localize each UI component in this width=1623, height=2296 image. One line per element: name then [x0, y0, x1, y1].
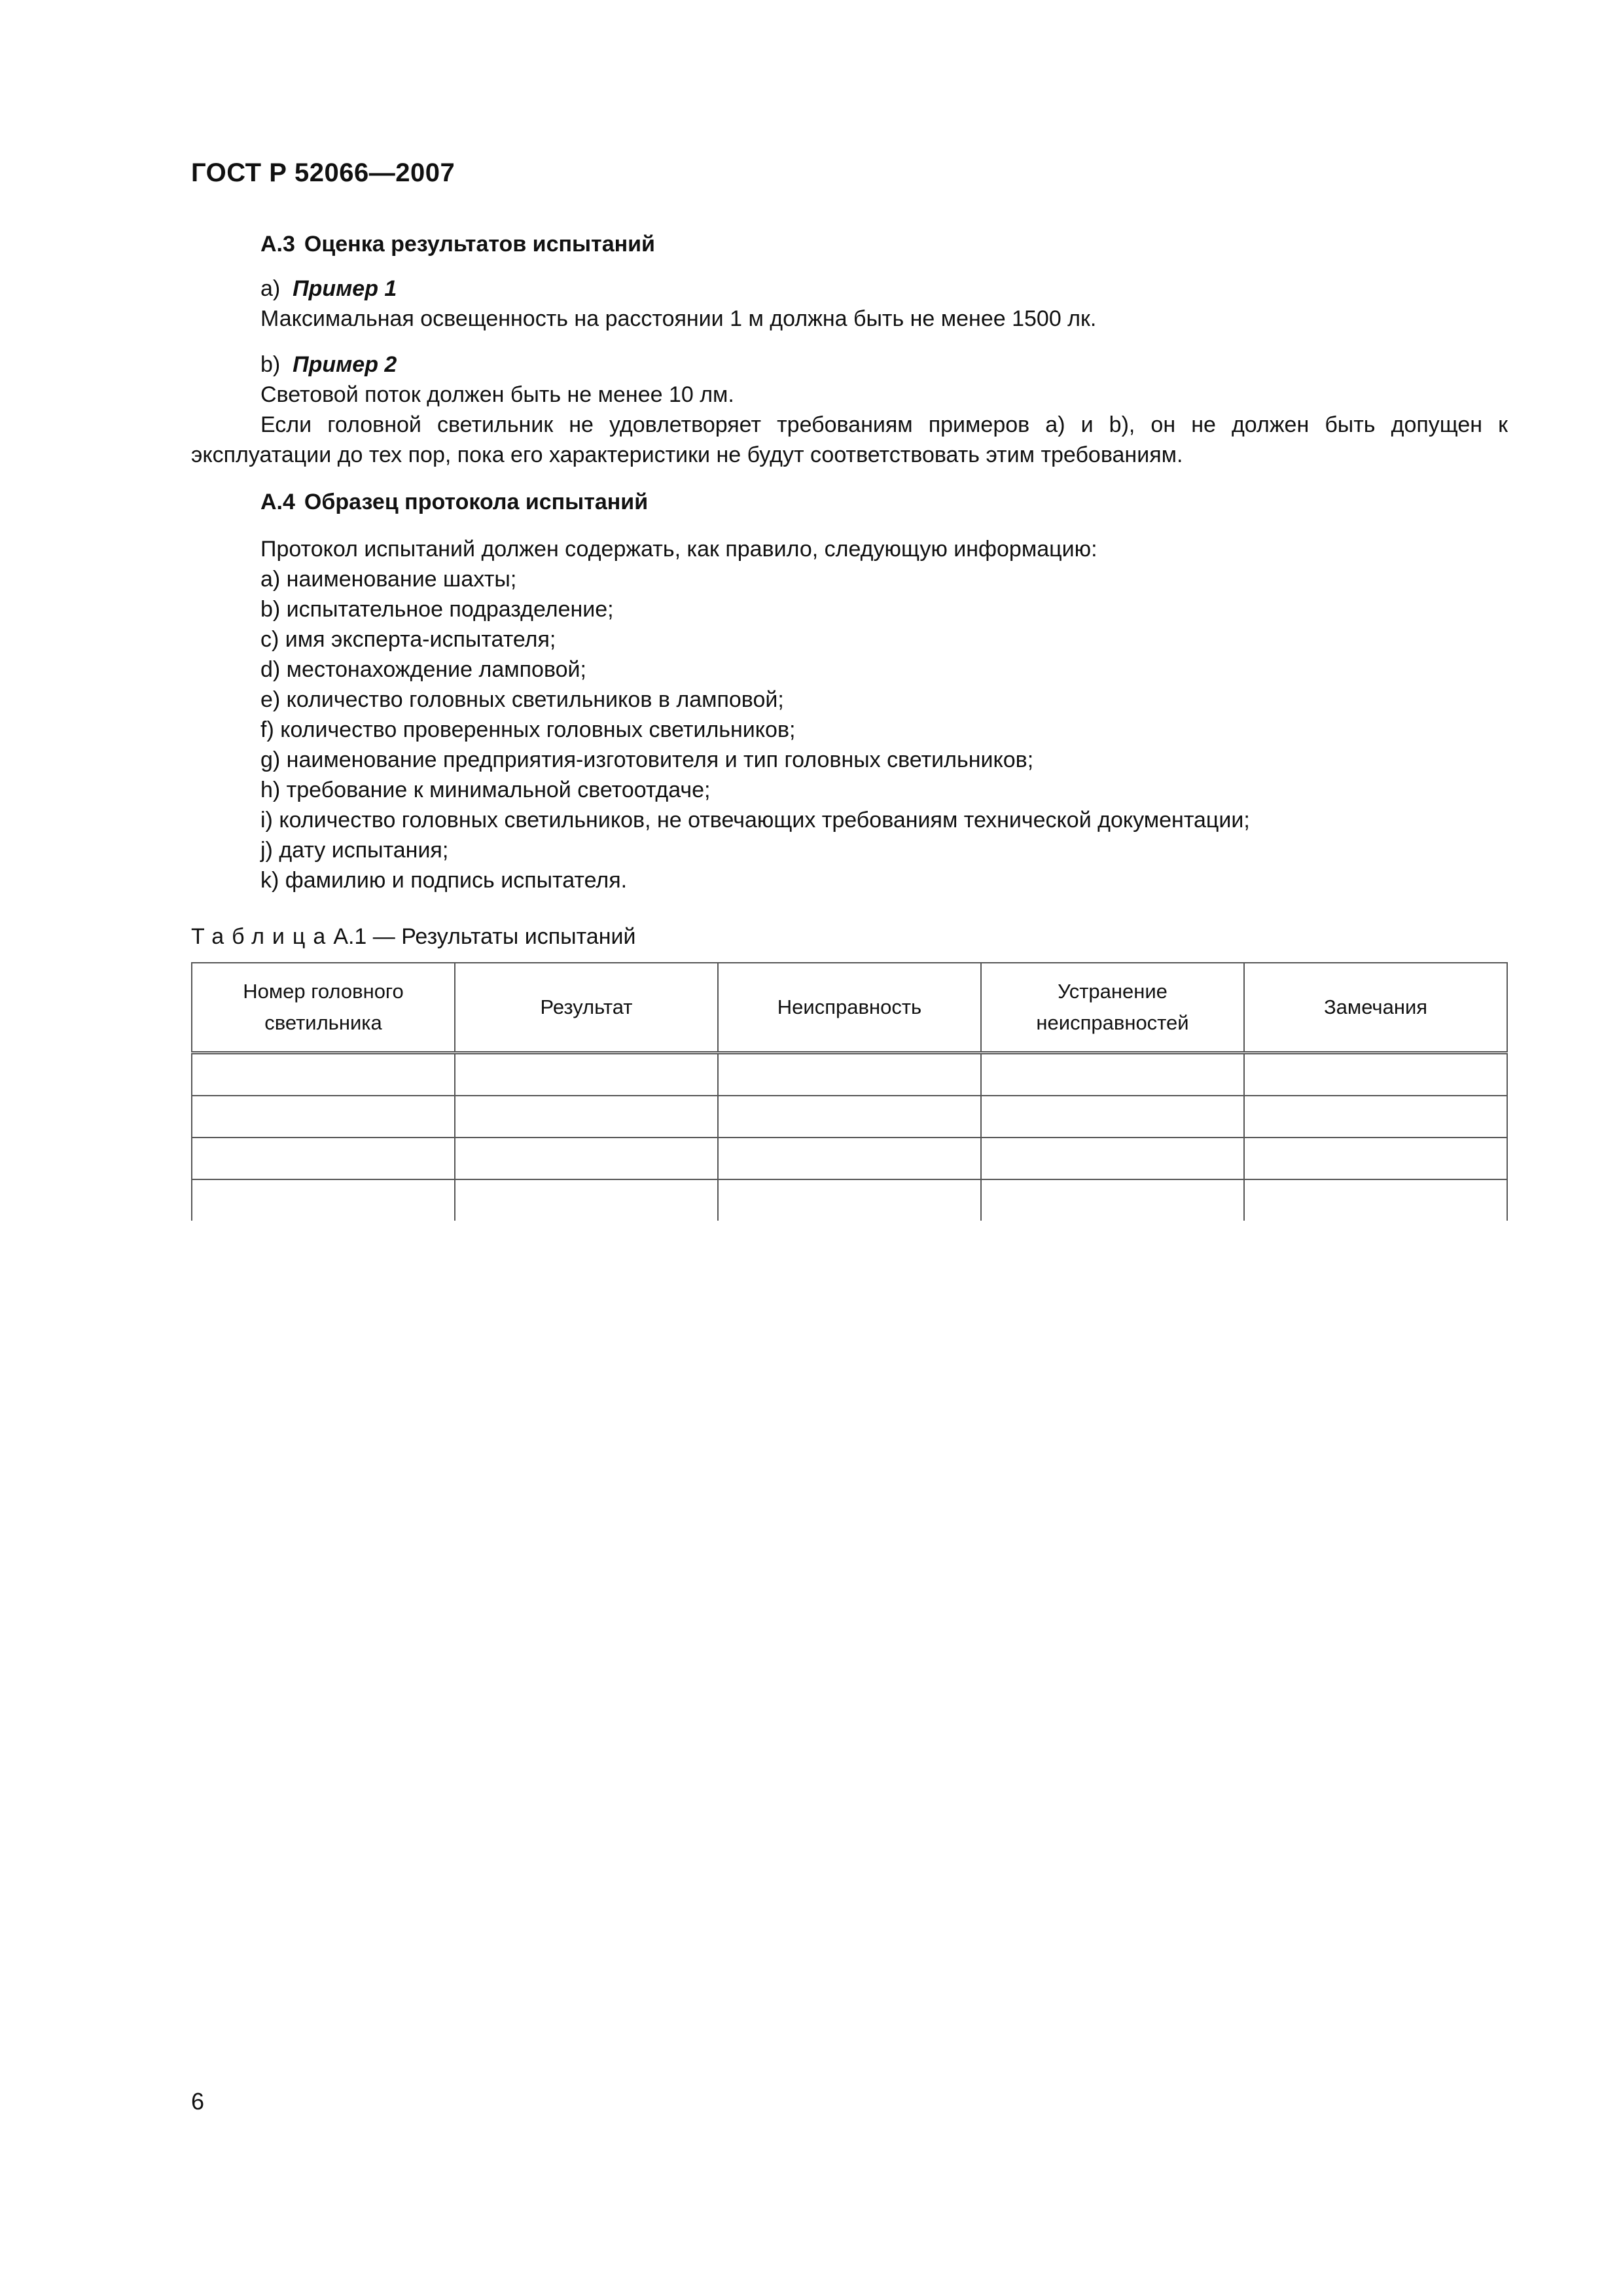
- list-item-e: e) количество головных светильников в ламповой;: [260, 687, 784, 712]
- table-caption-text: А.1 — Результаты испытаний: [333, 924, 636, 949]
- results-table: [191, 962, 1508, 1221]
- column-header-result: Результат: [455, 963, 718, 1053]
- list-item-k: k) фамилию и подпись испытателя.: [260, 868, 628, 893]
- list-item-d: d) местонахождение ламповой;: [260, 657, 586, 682]
- table-cell: [718, 1179, 981, 1221]
- table-cell: [718, 1096, 981, 1138]
- table-cell: [1244, 1179, 1507, 1221]
- example1-heading: [191, 274, 1508, 304]
- table-row: [192, 1096, 1507, 1138]
- page-content: [191, 229, 1508, 1221]
- table-cell: [455, 1138, 718, 1179]
- example1-marker: a): [260, 276, 281, 301]
- example2-label: Пример 2: [293, 352, 397, 377]
- table-cell: [455, 1053, 718, 1096]
- section-a3-title: Оценка результатов испытаний: [304, 232, 655, 257]
- section-a3-note: Если головной светильник не удовлетворяет требованиям примеров a) и b), он не должен быть допущен к эксплуатации до тех пор, пока его характеристики не будут соответствовать этим требованиям.: [191, 412, 1508, 467]
- table-cell: [455, 1179, 718, 1221]
- column-header-repair: Устранение неисправностей: [981, 963, 1244, 1053]
- table-cell: [718, 1138, 981, 1179]
- section-a4-number: А.4: [260, 490, 295, 514]
- table-cell: [192, 1053, 455, 1096]
- section-a4-heading: [191, 487, 1508, 517]
- table-cell: [1244, 1053, 1507, 1096]
- example1-text: Максимальная освещенность на расстоянии 1 м должна быть не менее 1500 лк.: [260, 306, 1097, 331]
- table-row: [192, 1053, 1507, 1096]
- table-cell: [455, 1096, 718, 1138]
- table-cell: [981, 1179, 1244, 1221]
- document-code: ГОСТ Р 52066—2007: [191, 158, 455, 187]
- list-item-j: j) дату испытания;: [260, 838, 449, 863]
- section-a3-heading: [191, 229, 1508, 259]
- example2-heading: [191, 350, 1508, 380]
- table-cell: [192, 1179, 455, 1221]
- table-row: [192, 1138, 1507, 1179]
- table-cell: [1244, 1138, 1507, 1179]
- table-caption-word: Таблица: [191, 924, 334, 949]
- column-header-fault: Неисправность: [718, 963, 981, 1053]
- page-number: 6: [191, 2088, 205, 2115]
- section-a3-number: А.3: [260, 232, 295, 257]
- list-item-h: h) требование к минимальной светоотдаче;: [260, 778, 711, 802]
- section-a4-title: Образец протокола испытаний: [304, 490, 649, 514]
- list-item-i: i) количество головных светильников, не отвечающих требованиям технической документации;: [260, 808, 1250, 833]
- table-row: [192, 1179, 1507, 1221]
- list-item-b: b) испытательное подразделение;: [260, 597, 614, 622]
- column-header-lamp-number: Номер головного светильника: [192, 963, 455, 1053]
- example2-marker: b): [260, 352, 281, 377]
- table-caption: [191, 922, 1508, 952]
- column-header-remarks: Замечания: [1244, 963, 1507, 1053]
- table-cell: [1244, 1096, 1507, 1138]
- table-cell: [981, 1096, 1244, 1138]
- table-cell: [981, 1138, 1244, 1179]
- table-cell: [192, 1096, 455, 1138]
- table-cell: [192, 1138, 455, 1179]
- list-item-g: g) наименование предприятия-изготовителя и тип головных светильников;: [260, 747, 1034, 772]
- example2-text: Световой поток должен быть не менее 10 лм.: [260, 382, 734, 407]
- list-item-a: a) наименование шахты;: [260, 567, 517, 592]
- table-cell: [718, 1053, 981, 1096]
- section-a4-intro: Протокол испытаний должен содержать, как правило, следующую информацию:: [260, 537, 1097, 562]
- list-item-c: c) имя эксперта-испытателя;: [260, 627, 556, 652]
- example1-label: Пример 1: [293, 276, 397, 301]
- table-header-row: [192, 963, 1507, 1053]
- table-cell: [981, 1053, 1244, 1096]
- list-item-f: f) количество проверенных головных светильников;: [260, 717, 796, 742]
